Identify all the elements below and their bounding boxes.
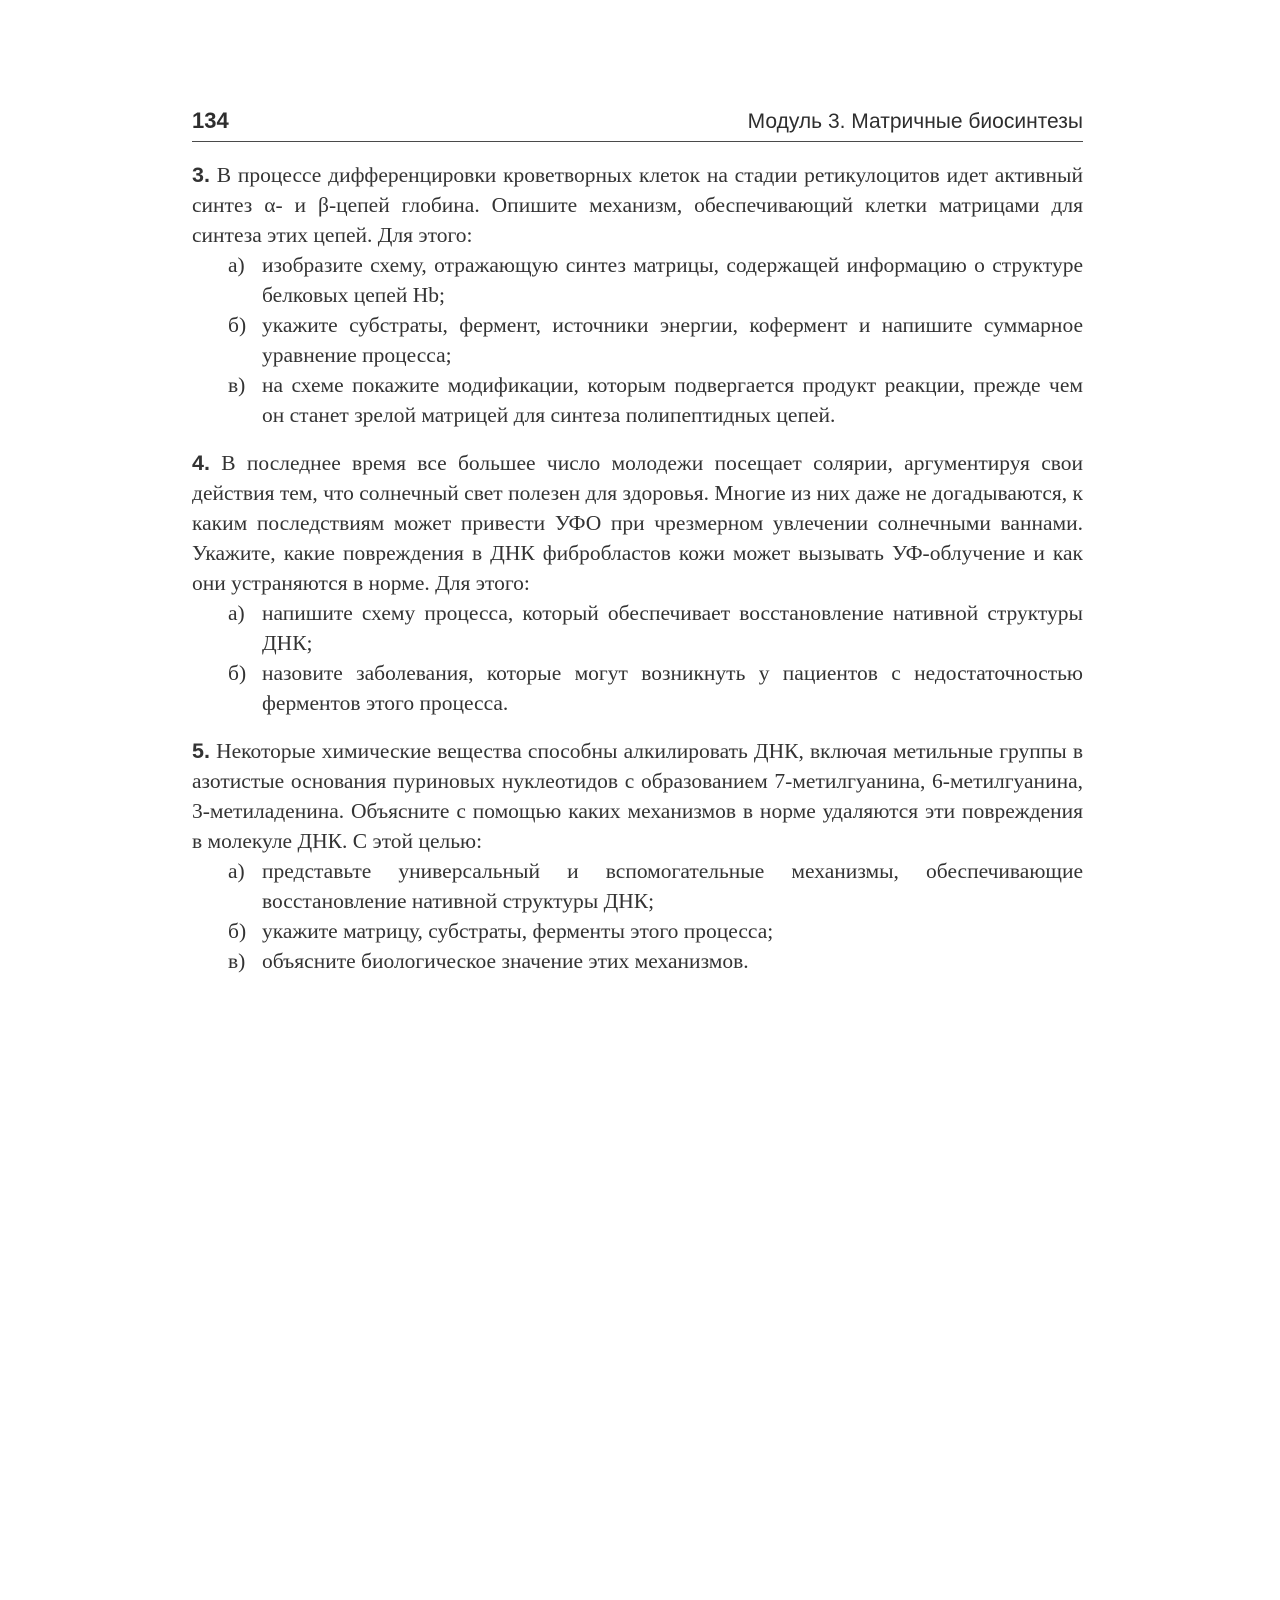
subitem: [192, 946, 1083, 976]
page-number: 134: [192, 108, 229, 133]
subitem-letter: а): [228, 601, 245, 625]
task-text: В процессе дифференцировки кроветворных клеток на стадии ретикулоцитов идет активный синтез α- и β-цепей глобина. Опишите механизм, обеспечивающий клетки матрицами для синтеза этих цепей. Для этого:: [192, 163, 1083, 247]
page-content: [192, 160, 1083, 976]
task-number: 3.: [192, 163, 210, 187]
subitem-text: назовите заболевания, которые могут возникнуть у пациентов с недостаточностью ферментов этого процесса.: [262, 661, 1083, 715]
subitem: [192, 916, 1083, 946]
subitem: [192, 310, 1083, 370]
subitem-letter: б): [228, 919, 247, 943]
task-3: [192, 160, 1083, 430]
subitem-text: изобразите схему, отражающую синтез матрицы, содержащей информацию о структуре белковых цепей Hb;: [262, 253, 1083, 307]
subitem: [192, 658, 1083, 718]
subitem-letter: в): [228, 949, 246, 973]
subitem-list: [192, 598, 1083, 718]
subitem-text: на схеме покажите модификации, которым подвергается продукт реакции, прежде чем он станет зрелой матрицей для синтеза полипептидных цепей.: [262, 373, 1083, 427]
subitem: [192, 250, 1083, 310]
task-number: 4.: [192, 451, 210, 475]
task-5: [192, 736, 1083, 976]
task-4: [192, 448, 1083, 718]
subitem-letter: б): [228, 661, 247, 685]
subitem-list: [192, 250, 1083, 430]
subitem: [192, 370, 1083, 430]
subitem-text: представьте универсальный и вспомогательные механизмы, обеспечивающие восстановление нативной структуры ДНК;: [262, 859, 1083, 913]
subitem-text: напишите схему процесса, который обеспечивает восстановление нативной структуры ДНК;: [262, 601, 1083, 655]
subitem-text: укажите матрицу, субстраты, ферменты этого процесса;: [262, 919, 774, 943]
subitem-letter: б): [228, 313, 247, 337]
page-header: [192, 108, 1083, 142]
subitem: [192, 598, 1083, 658]
subitem-letter: в): [228, 373, 246, 397]
task-paragraph: [192, 736, 1083, 856]
task-paragraph: [192, 160, 1083, 250]
subitem-letter: а): [228, 859, 245, 883]
subitem-text: объясните биологическое значение этих механизмов.: [262, 949, 749, 973]
book-page: [192, 108, 1083, 994]
task-text: В последнее время все большее число молодежи посещает солярии, аргументируя свои действия тем, что солнечный свет полезен для здоровья. Многие из них даже не догадываются, к каким последствиям может привести УФО при чрезмерном увлечении солнечными ваннами. Укажите, какие повреждения в ДНК фибробластов кожи может вызывать УФ-облучение и как они устраняются в норме. Для этого:: [192, 451, 1083, 595]
subitem-list: [192, 856, 1083, 976]
running-title: Модуль 3. Матричные биосинтезы: [747, 110, 1083, 133]
subitem: [192, 856, 1083, 916]
subitem-text: укажите субстраты, фермент, источники энергии, кофермент и напишите суммарное уравнение процесса;: [262, 313, 1083, 367]
task-text: Некоторые химические вещества способны алкилировать ДНК, включая метильные группы в азотистые основания пуриновых нуклеотидов с образованием 7-метилгуанина, 6-метилгуанина, 3-метиладенина. Объясните с помощью каких механизмов в норме удаляются эти повреждения в молекуле ДНК. С этой целью:: [192, 739, 1083, 853]
subitem-letter: а): [228, 253, 245, 277]
task-paragraph: [192, 448, 1083, 598]
task-number: 5.: [192, 739, 210, 763]
